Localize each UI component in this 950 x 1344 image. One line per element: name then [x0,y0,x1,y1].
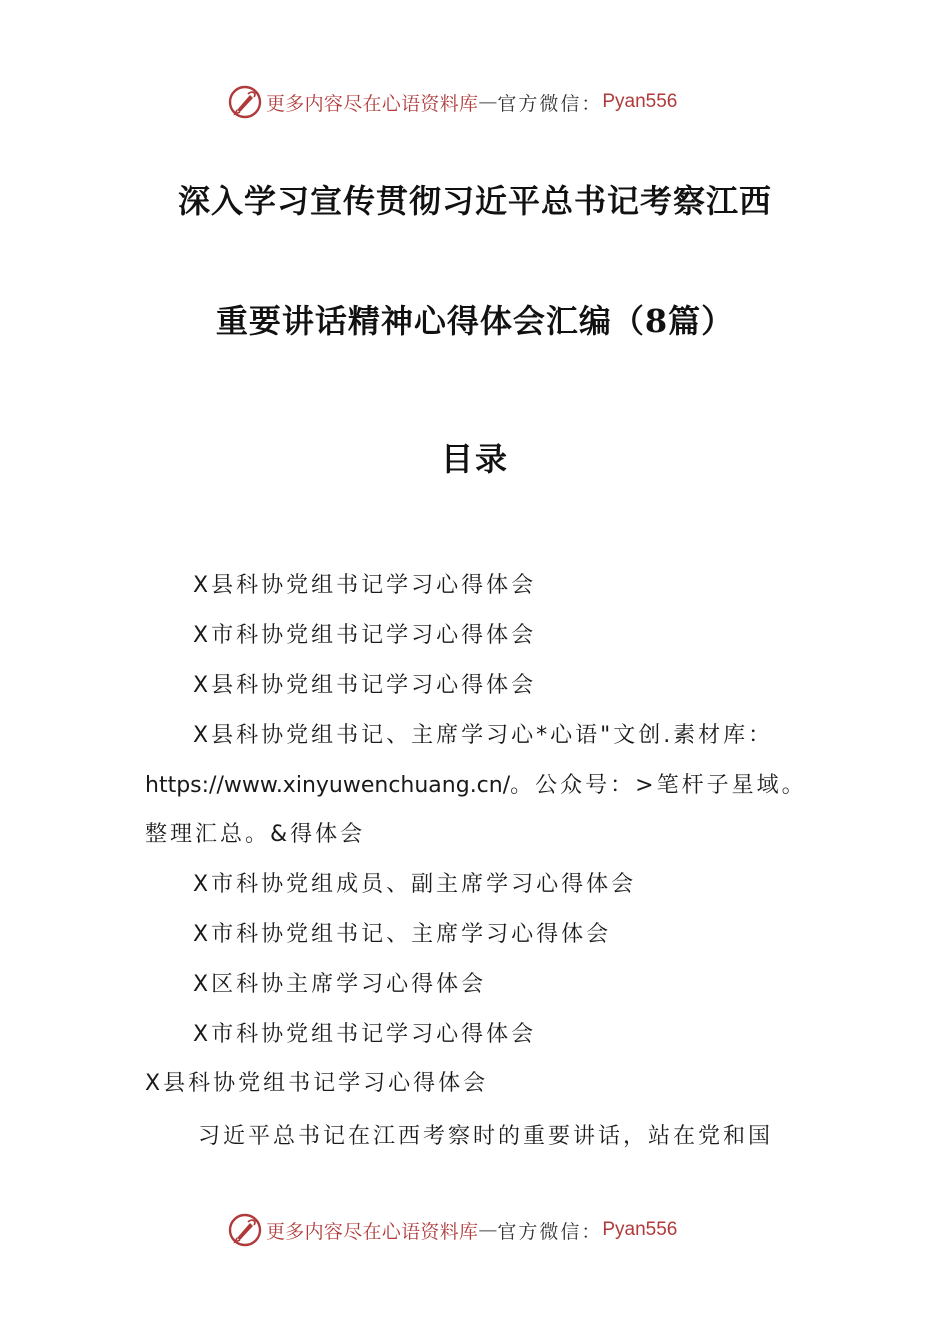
source-url-link[interactable]: https://www.xinyuwenchuang.cn/ [145,773,511,798]
toc-item: X县科协党组书记、主席学习心*心语"文创.素材库： [193,723,774,748]
pen-logo-icon [228,1213,262,1247]
toc-item-fragment: 。公众号：>笔杆子星域。 [510,773,807,798]
toc-item: X市科协党组书记、主席学习心得体会 [193,922,612,947]
toc-item: X县科协党组书记学习心得体会 [145,1071,489,1096]
banner-site-name: 更多内容尽在心语资料库 [266,92,479,115]
banner-wechat-id: Pyan556 [602,1219,678,1240]
toc-item: X市科协党组书记学习心得体会 [193,1022,537,1047]
toc-heading: 目录 [440,440,509,478]
document-title-line2: 重要讲话精神心得体会汇编（8篇） [215,302,735,340]
toc-item: X市科协党组书记学习心得体会 [193,623,537,648]
header-banner [228,82,677,122]
toc-item: X县科协党组书记学习心得体会 [193,673,537,698]
banner-site-name: 更多内容尽在心语资料库 [266,1220,479,1243]
toc-item: 整理汇总。&得体会 [145,822,366,847]
toc-item: X市科协党组成员、副主席学习心得体会 [193,872,637,897]
toc-item-url-line [145,771,807,801]
pen-logo-icon [228,85,262,119]
banner-wechat-label: 官方微信： [497,1220,603,1243]
banner-separator: — [478,1219,498,1241]
document-title-line1: 深入学习宣传贯彻习近平总书记考察江西 [177,182,772,220]
banner-wechat-label: 官方微信： [497,92,603,115]
body-paragraph-start: 习近平总书记在江西考察时的重要讲话，站在党和国 [198,1124,774,1149]
banner-wechat-id: Pyan556 [602,91,678,112]
toc-item: X县科协党组书记学习心得体会 [193,573,537,598]
toc-item: X区科协主席学习心得体会 [193,972,487,997]
banner-separator: — [478,91,498,113]
footer-banner [228,1210,677,1250]
